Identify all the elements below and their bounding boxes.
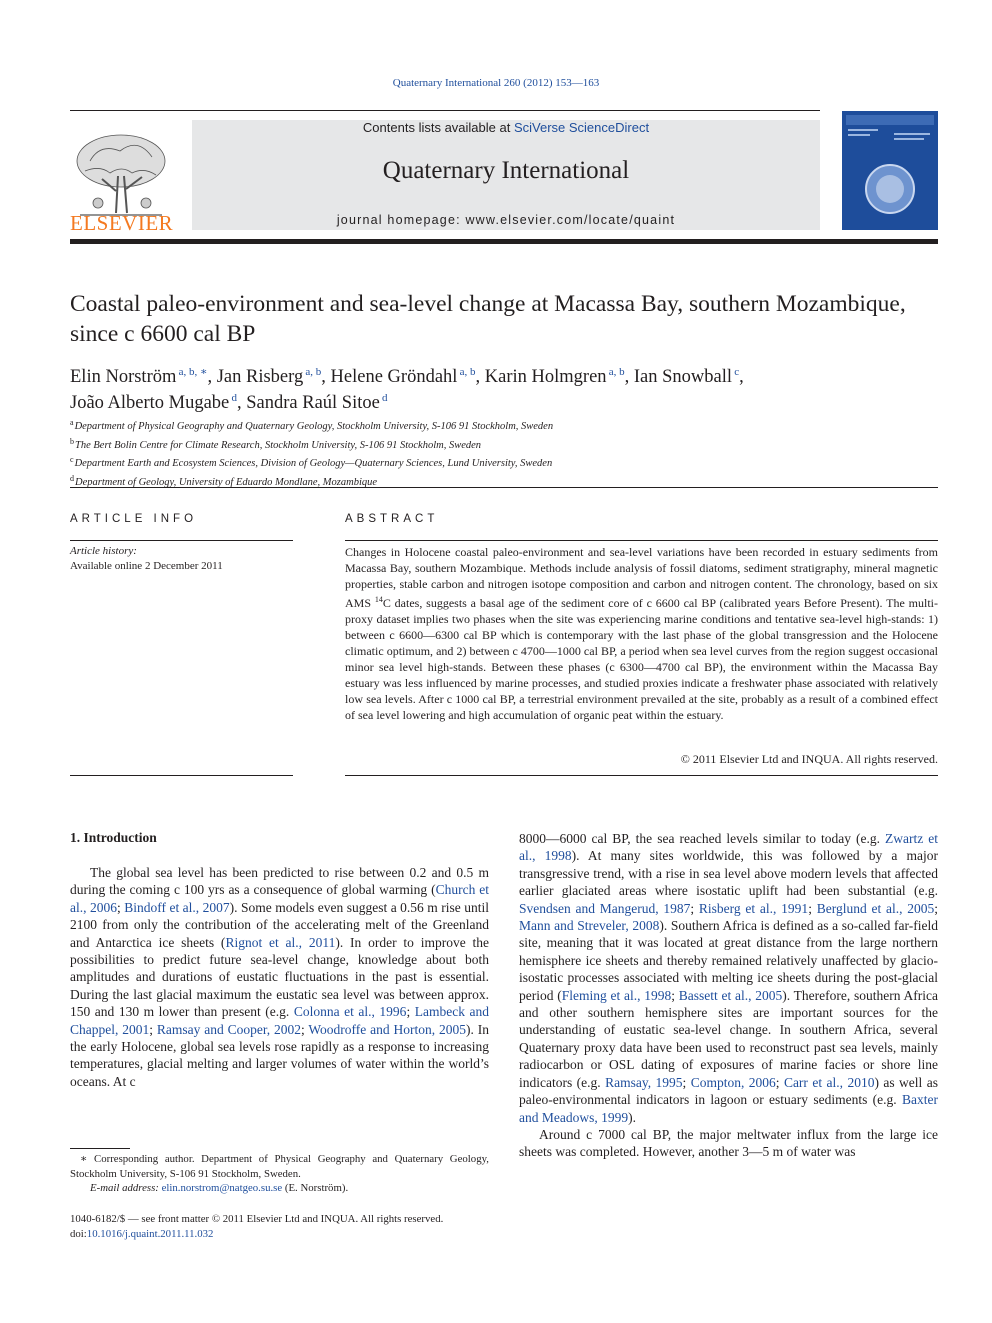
reference-link[interactable]: Zwartz et al., 1998	[519, 831, 938, 864]
author-name: Elin Norström	[70, 367, 177, 387]
contents-line: Contents lists available at SciVerse ScienceDirect	[362, 120, 650, 135]
author-name: Ian Snowball	[633, 367, 733, 387]
article-title: Coastal paleo-environment and sea-level change at Macassa Bay, southern Mozambique, since c 6600 cal BP	[70, 291, 906, 347]
issn-line: 1040-6182/$ — see front matter © 2011 Elsevier Ltd and INQUA. All rights reserved.	[70, 1213, 444, 1225]
journal-cover-image[interactable]	[842, 111, 938, 230]
divider	[345, 540, 938, 541]
section-heading-introduction: 1. Introduction	[70, 830, 157, 845]
affiliation: $^c$Department Earth and Ecosystem Sciences, Division of Geology—Quaternary Sciences, Lund University, Sweden	[70, 455, 553, 469]
email-link[interactable]: elin.norstrom@natgeo.su.se	[161, 1182, 283, 1194]
corresponding-author-footnote: ∗ Corresponding author. Department of Physical Geography and Quaternary Geology, Stockholm University, S-106 91 Stockholm, Sweden. E-mail address: elin.norstrom@natgeo.su.se (E. Norström).	[70, 1153, 489, 1194]
header-thick-rule	[70, 239, 938, 244]
author-affiliation-marker[interactable]: d	[379, 392, 388, 404]
reference-link[interactable]: Lambeck and Chappel, 2001	[70, 1004, 489, 1037]
author-affiliation-marker[interactable]: c	[732, 366, 740, 378]
reference-link[interactable]: Ramsay and Cooper, 2002	[156, 1021, 302, 1037]
page-footer: 1040-6182/$ — see front matter © 2011 Elsevier Ltd and INQUA. All rights reserved. doi:10.1016/j.quaint.2011.11.032	[70, 1213, 444, 1240]
author-affiliation-marker[interactable]: a, b	[457, 366, 476, 378]
reference-link[interactable]: Bindoff et al., 2007	[124, 899, 230, 915]
header-top-rule	[70, 110, 820, 111]
reference-link[interactable]: Compton, 2006	[690, 1074, 776, 1090]
reference-link[interactable]: Church et al., 2006	[70, 882, 489, 915]
reference-link[interactable]: Svendsen and Mangerud, 1987	[519, 900, 691, 916]
body-column-left	[70, 864, 489, 1090]
elsevier-logo-text: ELSEVIER	[70, 211, 174, 235]
reference-link[interactable]: Mann and Streveler, 2008	[519, 918, 660, 934]
reference-link[interactable]: Risberg et al., 1991	[698, 900, 809, 916]
author-affiliation-marker[interactable]: a, b	[303, 366, 322, 378]
author-name: Sandra Raúl Sitoe	[246, 393, 380, 413]
author-name: Karin Holmgren	[484, 367, 607, 387]
affiliation: $^d$Department of Geology, University of Eduardo Mondlane, Mozambique	[70, 473, 378, 488]
article-history	[70, 544, 223, 573]
sciencedirect-link[interactable]: SciVerse ScienceDirect	[513, 120, 650, 135]
history-value: Available online 2 December 2011	[70, 559, 223, 572]
doi-link[interactable]: 10.1016/j.quaint.2011.11.032	[86, 1227, 214, 1240]
email-label: E-mail address:	[90, 1182, 159, 1194]
affiliation-list	[70, 416, 938, 490]
author-affiliation-marker[interactable]: d	[229, 392, 237, 404]
divider	[70, 775, 293, 776]
reference-link[interactable]: Rignot et al., 2011	[225, 934, 336, 950]
author-name: Helene Gröndahl	[330, 367, 458, 387]
reference-link[interactable]: Colonna et al., 1996	[293, 1004, 407, 1020]
reference-link[interactable]: Baxter and Meadows, 1999	[519, 1092, 938, 1125]
paragraph: Around c 7000 cal BP, the major meltwater influx from the large ice sheets was completed. However, another 3—5 m of water was	[519, 1126, 938, 1160]
author-name: João Alberto Mugabe	[70, 393, 230, 413]
affiliation: $^a$Department of Physical Geography and Quaternary Geology, Stockholm University, S-106 91 Stockholm, Sweden	[70, 418, 554, 432]
body-column-right	[519, 830, 938, 1161]
reference-link[interactable]: Carr et al., 2010	[783, 1074, 875, 1090]
author-name: Jan Risberg	[216, 367, 304, 387]
footnote-rule	[70, 1148, 130, 1149]
affiliation: $^b$The Bert Bolin Centre for Climate Research, Stockholm University, S-106 91 Stockholm, Sweden	[70, 436, 482, 451]
reference-link[interactable]: Ramsay, 1995	[605, 1074, 683, 1090]
author-affiliation-marker[interactable]: a, b	[606, 366, 625, 378]
journal-title: Quaternary International	[382, 157, 630, 184]
divider	[70, 540, 293, 541]
author-list: Elin Norström $^{a, b, ∗}$, Jan Risberg $^{a, b}$, Helene Gröndahl $^{a, b}$, Karin Holmgren $^{a, b}$, Ian Snowball $^c$, João Alberto Mugabe $^d$, Sandra Raúl Sitoe $^d$	[70, 366, 744, 413]
paragraph: The global sea level has been predicted to rise between 0.2 and 0.5 m during the coming c 100 yrs as a consequence of global warming (Church et al., 2006; Bindoff et al., 2007). Some models even suggest a 0.56 m rise until 2100 from only the contribution of the accelerating melt of the Greenland and Antarctica ice sheets (Rignot et al., 2011). In order to improve the possibilities to predict future sea-level change, knowledge about both amplitudes and durations of eustatic fluctuations in the past is essential. During the last glacial maximum the eustatic sea level was between approx. 150 and 130 m lower than present (e.g. Colonna et al., 1996; Lambeck and Chappel, 2001; Ramsay and Cooper, 2002; Woodroffe and Horton, 2005). In the early Holocene, global sea levels rose rapidly as a response to increasing temperatures, glacial melting and larger volumes of water within the world’s oceans. At c	[70, 865, 489, 1089]
divider	[345, 775, 938, 776]
history-label: Article history:	[70, 545, 137, 557]
article-info-heading: ARTICLE INFO	[70, 513, 198, 525]
copyright-notice: © 2011 Elsevier Ltd and INQUA. All rights reserved.	[680, 752, 938, 766]
reference-link[interactable]: Fleming et al., 1998	[561, 987, 672, 1003]
paragraph: 8000—6000 cal BP, the sea reached levels similar to today (e.g. Zwartz et al., 1998). At many sites worldwide, this was followed by a major transgressive trend, with a rise in sea level above modern levels that affected earlier glaciated areas where isostatic uplift had been substantial (e.g. Svendsen and Mangerud, 1987; Risberg et al., 1991; Berglund et al., 2005; Mann and Streveler, 2008). Southern Africa is defined as a so-called far-field site, meaning that it was located at great distance from the large northern hemisphere ice sheets and thereby remained relatively unaffected by glacio-isostatic processes associated with melting ice sheets during the post-glacial period (Fleming et al., 1998; Bassett et al., 2005). Therefore, southern Africa and other southern hemisphere sites are important sources for the understanding of eustatic sea-level change. In southern Africa, several Quaternary proxy data have been used to reconstruct past sea levels, mainly radiocarbon or OSL dating of exposures of marine facies or shore line indicators (e.g. Ramsay, 1995; Compton, 2006; Carr et al., 2010) as well as paleo-environmental indicators in lagoon or estuary sediments (e.g. Baxter and Meadows, 1999).	[519, 831, 939, 1125]
journal-citation[interactable]: Quaternary International 260 (2012) 153—163	[392, 77, 600, 89]
abstract-heading: ABSTRACT	[345, 513, 439, 525]
divider	[70, 487, 938, 488]
journal-homepage[interactable]: journal homepage: www.elsevier.com/locate/quaint	[336, 213, 676, 227]
reference-link[interactable]: Woodroffe and Horton, 2005	[308, 1021, 466, 1037]
reference-link[interactable]: Berglund et al., 2005	[816, 900, 935, 916]
corresponding-text: ∗ Corresponding author. Department of Physical Geography and Quaternary Geology, Stockholm University, S-106 91 Stockholm, Sweden.	[70, 1153, 489, 1180]
reference-link[interactable]: Bassett et al., 2005	[678, 987, 783, 1003]
author-affiliation-marker[interactable]: a, b, ∗	[176, 366, 208, 378]
abstract-text: Changes in Holocene coastal paleo-environment and sea-level variations have been recorded in estuary sediments from Macassa Bay, southern Mozambique. Methods include analysis of fossil diatoms, sediment stratigraphy, mineral magnetic properties, stable carbon and nitrogen isotope composition and carbon and nitrogen content. The chronology, based on six AMS $^{14}$C dates, suggests a basal age of the sediment core of c 6600 cal BP (calibrated years Before Present). The multi-proxy dataset implies two phases when the site was experiencing marine conditions and tentative sea-level high-stands: 1) between c 6600—6300 cal BP which is contemporary with the last phase of the global transgression and the Holocene climatic optimum, and 2) between c 4700—1000 cal BP, a period when sea level curves from the region suggest occasional minor sea level high-stands. Between these phases (c 6300—4700 cal BP), the environment within the Macassa Bay estuary was less influenced by marine processes, and studied proxies indicate a freshwater phase associated with relatively low sea levels. After c 1000 cal BP, a terrestrial environment prevailed at the site, probably as a result of a combined effect of sea level lowering and high accumulation of organic peat within the estuary.	[345, 545, 938, 722]
